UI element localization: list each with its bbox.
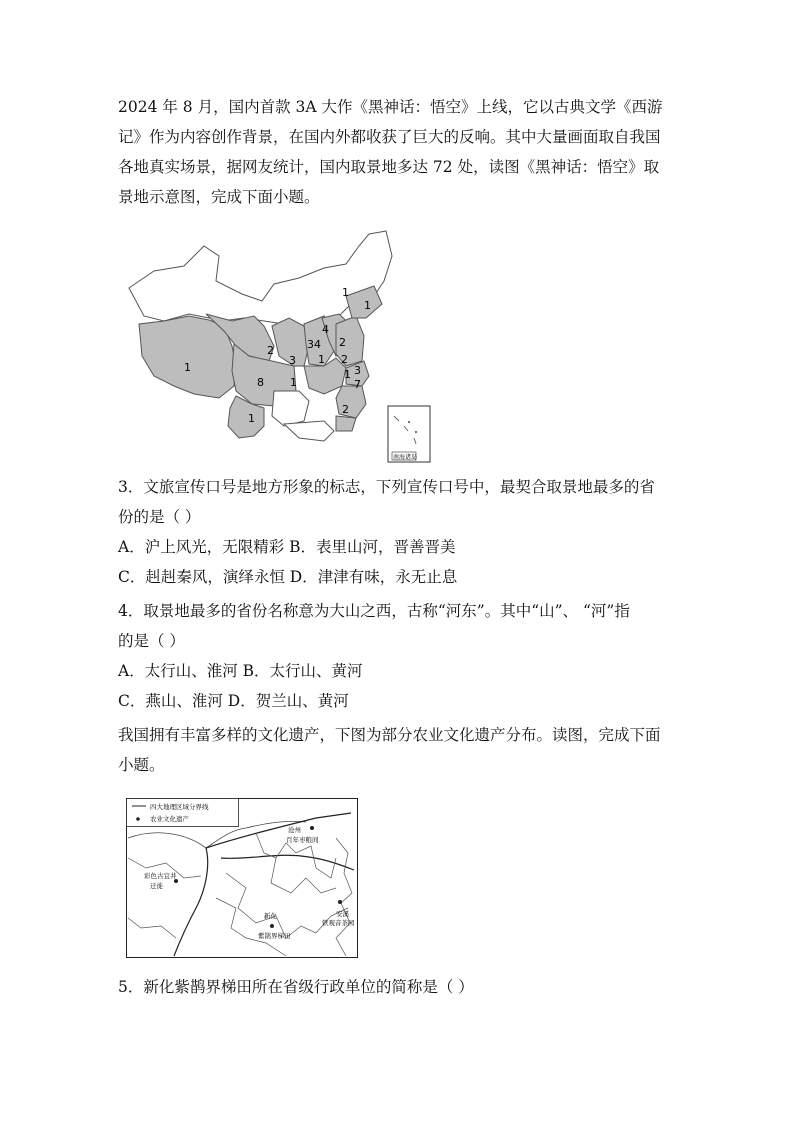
intro-line: 景地示意图，完成下面小题。 — [118, 188, 320, 206]
site-label: 铁观音茶园 — [322, 919, 355, 927]
map-count-label: 1 — [290, 376, 297, 389]
china-map-figure — [124, 226, 434, 466]
answer-options: C．赳赳秦风，演绎永恒 D．津津有味，永无止息 — [118, 568, 458, 586]
intro-line: 小题。 — [118, 756, 165, 774]
map-count-label: 8 — [257, 376, 264, 389]
map-count-label: 2 — [342, 403, 349, 416]
map-count-label: 1 — [184, 361, 191, 374]
map-count-label: 2 — [267, 344, 274, 357]
intro-line: 记》作为内容创作背景，在国内外都收获了巨大的反响。其中大量画面取自我国 — [118, 128, 661, 146]
question-3 — [118, 472, 678, 592]
question-stem: 4．取景地最多的省份名称意为大山之西，古称“河东”。其中“山”、 “河”指 — [118, 602, 630, 620]
map-count-label: 3 — [354, 364, 361, 377]
intro-paragraph-2 — [118, 720, 678, 780]
heritage-site-marker — [270, 924, 274, 928]
site-label: 百年枣粮间 — [286, 836, 319, 844]
site-label: 安溪 — [336, 910, 349, 918]
map-count-label: 2 — [341, 353, 348, 366]
heritage-site-marker — [338, 900, 342, 904]
question-stem: 份的是（ ） — [118, 508, 201, 526]
map-count-label: 7 — [354, 378, 361, 391]
heritage-site-marker — [310, 826, 314, 830]
inset-caption: 南海诸岛 — [393, 454, 418, 461]
heritage-map-figure — [126, 798, 358, 958]
map-count-label: 1 — [364, 299, 371, 312]
question-5 — [118, 972, 678, 1002]
filming-location-map — [124, 226, 434, 466]
question-stem: 3．文旅宣传口号是地方形象的标志，下列宣传口号中，最契合取景地最多的省 — [118, 478, 655, 496]
intro-paragraph — [118, 92, 678, 212]
intro-line: 2024 年 8 月，国内首款 3A 大作《黑神话：悟空》上线，它以古典文学《西游 — [118, 98, 663, 116]
map-count-label: 2 — [339, 336, 346, 349]
map-count-label: 1 — [344, 368, 351, 381]
map-count-label: 1 — [342, 286, 349, 299]
map-count-label: 4 — [322, 323, 329, 336]
site-label: 沧州 — [288, 826, 301, 834]
site-label: 新化 — [264, 912, 277, 920]
site-label: 迁徙 — [150, 882, 163, 890]
map-count-label: 1 — [248, 412, 255, 425]
answer-options: A．太行山、淮河 B．太行山、黄河 — [118, 662, 363, 680]
legend-boundary-label: 四大地理区域分界线 — [150, 803, 209, 811]
intro-line: 我国拥有丰富多样的文化遗产，下图为部分农业文化遗产分布。读图，完成下面 — [118, 726, 661, 744]
legend-heritage-label: 农业文化遗产 — [150, 815, 189, 823]
map-count-label: 1 — [318, 353, 325, 366]
intro-line: 各地真实场景，据网友统计，国内取景地多达 72 处，读图《黑神话：悟空》取 — [118, 158, 660, 176]
question-stem: 的是（ ） — [118, 632, 185, 650]
question-stem: 5．新化紫鹊界梯田所在省级行政单位的简称是（ ） — [118, 978, 474, 996]
map-count-label: 34 — [307, 338, 321, 351]
site-label: 彩色古宜井 — [144, 872, 177, 880]
answer-options: C．燕山、淮河 D．贺兰山、黄河 — [118, 692, 349, 710]
answer-options: A．沪上风光，无限精彩 B．表里山河，晋善晋美 — [118, 538, 456, 556]
question-4 — [118, 596, 678, 716]
agricultural-heritage-map — [126, 798, 358, 958]
map-count-label: 3 — [289, 354, 296, 367]
site-label: 紫鹊界梯田 — [258, 932, 291, 940]
